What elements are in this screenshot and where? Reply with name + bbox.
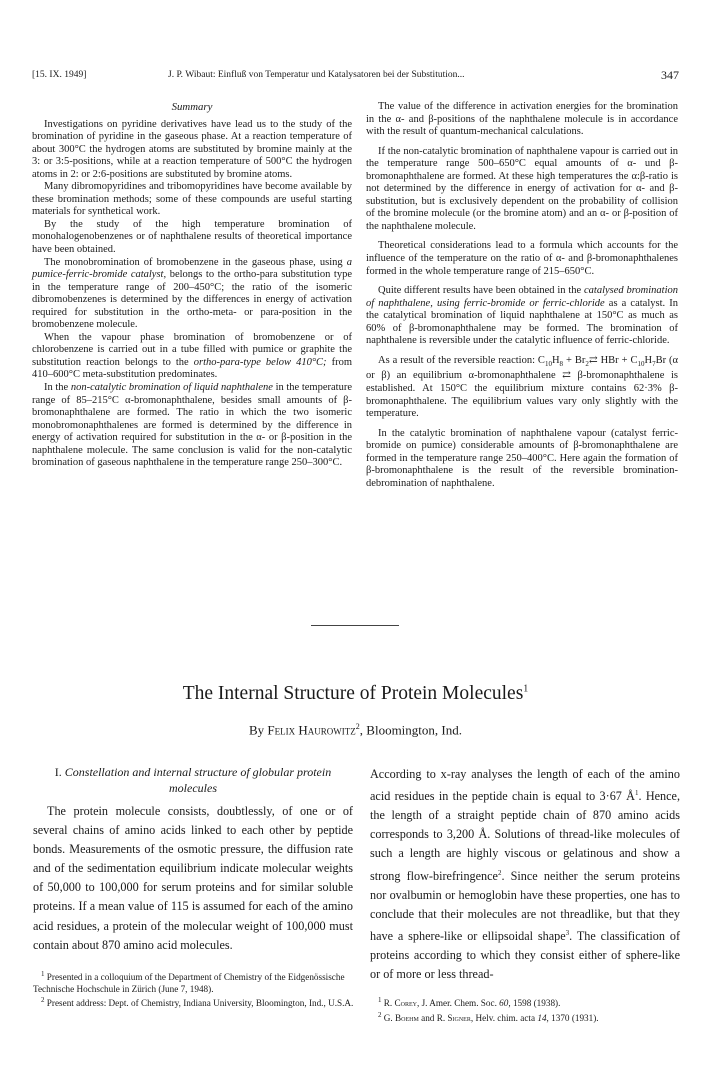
page-number: 347 bbox=[661, 68, 679, 82]
summary-paragraph: Theoretical considerations lead to a formula which accounts for the influence of the temperature on the ratio of α- and β-bromonaphthalenes formed in the whole temperature range of 215–650°C. bbox=[366, 240, 678, 277]
article-left-column bbox=[33, 764, 353, 955]
summary-paragraph: In the non-catalytic bromination of liquid naphthalene in the temperature range of 85–215°C α-bromonaphthalene, besides small amounts of β-bromonaphthalene are formed. The ratio in which the two isomeric monobromonaphthalenes are formed is determined by the difference in energy of activation required for substitution in the α- or β-position in the naphthalene molecule. The same conclusion is valid for the non-catalytic bromination of gaseous naphthalene in the temperature range 250–300°C. bbox=[32, 382, 352, 469]
summary-paragraph: The monobromination of bromobenzene in the gaseous phase, using a pumice-ferric-bromide catalyst, belongs to the ortho-para substitution type in the temperature range of 200–450°C; the ratio of the isomeric dibromobenzenes is determined by the differences in energy of activation required for substitution in the ortho-meta- or para-position in the bromobenzene molecule. bbox=[32, 256, 352, 331]
summary-paragraph: When the vapour phase bromination of bromobenzene or of chlorobenzene is carried out in a tube filled with pumice or graphite the substitution reaction belongs to the ortho-para-type below 410°C; from 410–600°C meta-substitution predominates. bbox=[32, 331, 353, 381]
summary-paragraph: If the non-catalytic bromination of naphthalene vapour is carried out in the temperature range 500–650°C equal amounts of α- und β-bromonaphthalene are formed. At these high temperatures the α:β-ratio is not determined by the difference in energy of activation for α- and β-substitution, but is exclusively dependent on the probability of collision of the bromine molecule (or the bromine atom) and an α- or β-position of the naphthalene molecule. bbox=[366, 145, 678, 232]
summary-right-column bbox=[366, 101, 678, 490]
body-paragraph: The protein molecule consists, doubtlessly, of one or of several chains of amino acids linked to each other by peptide bonds. Measurements of the osmotic pressure, the diffusion rate and of the sedimentation equilibrium indicate molecular weights of 50,000 to 100,000 for serum proteins and for similar soluble proteins. If a mean value of 115 is assumed for each of the amino acid residues, a protein of the molecular weight of 100,000 must contain about 870 amino acid molecules. bbox=[33, 804, 353, 952]
footnote: $^1$ Presented in a colloquium of the Department of Chemistry of the Eidgenössische Technische Hochschule in Zürich (June 7, 1948). bbox=[33, 970, 345, 994]
footnotes-left bbox=[33, 969, 355, 1010]
footnote: $^1$ R. Corey, J. Amer. Chem. Soc. 60, 1598 (1938). bbox=[378, 996, 561, 1009]
summary-paragraph: Many dibromopyridines and tribomopyridines have become available by these bromination methods; some of these compounds are useful starting materials for synthetical work. bbox=[32, 181, 352, 218]
summary-paragraph-equation: As a result of the reversible reaction: $C_{10}H_8$ + $Br_2⇄$ HBr + $C_{10}H_7Br$ (α or β) an equilibrium α-bromonaphthalene ⇄ β-bromonaphthalene is established. At 150°C the equilibrium mixture contains 62·3% β-bromonaphthalene. The equilibrium values vary only slightly with the temperature. bbox=[366, 354, 679, 420]
footnote: $^2$ G. Boehm and R. Signer, Helv. chim. acta 14, 1370 (1931). bbox=[378, 1010, 599, 1023]
author-name: Felix Haurowitz bbox=[267, 722, 356, 738]
section-divider bbox=[311, 625, 399, 626]
summary-paragraph: The value of the difference in activation energies for the bromination in the α- and β-positions of the naphthalene molecule is in accordance with the result of quantum-mechanical calculations. bbox=[366, 101, 678, 138]
footnote: $^2$ Present address: Dept. of Chemistry, Indiana University, Bloomington, Ind., U.S.A. bbox=[41, 996, 354, 1009]
article-right-column bbox=[370, 765, 680, 984]
summary-paragraph: In the catalytic bromination of naphthalene vapour (catalyst ferric-bromide on pumice) considerable amounts of β-bromonaphthalene are formed in the temperature range 250–400°C. Here again the formation of β-bromonaphthalene is the result of the reversible bromination-debromination of naphthalene. bbox=[366, 427, 678, 489]
issue-date: [15. IX. 1949] bbox=[32, 70, 87, 80]
summary-paragraph: By the study of the high temperature bromination of monohalogenobenzenes or of naphthalene results of theoretical importance have been obtained. bbox=[32, 218, 352, 256]
section-heading: I. Constellation and internal structure of globular protein molecules bbox=[54, 765, 332, 795]
summary-paragraph: Quite different results have been obtained in the catalysed bromination of naphthalene, using ferric-bromide or ferric-chloride as a catalyst. In the catalytical bromination of liquid naphthalene at 150°C as much as 60% of β-bromonaphthalene may be formed. The bromination of naphthalene is reversible under the catalytic influence of ferric-chloride. bbox=[366, 285, 678, 347]
summary-left-column bbox=[32, 101, 352, 470]
summary-heading: Summary bbox=[171, 101, 213, 113]
summary-paragraph: Investigations on pyridine derivatives have lead us to the study of the bromination of pyridine in the gaseous phase. At a reaction temperature of about 300°C the hydrogen atoms are substituted by bromine mainly at the 3: or 3:5-positions, while at a reaction temperature of 500°C the hydrogen atoms in 2: or 2:6-positions are substituted by bromine atoms. bbox=[32, 118, 352, 180]
body-paragraph: According to x-ray analyses the length of each of the amino acid residues in the peptide chain is equal to 3·67 $Å^1$. Hence, the length of a straight peptide chain of 870 amino acids corresponds to 3,200 Å. Solutions of thread-like molecules of such a length are highly viscous or gelatinous and show a strong flow-birefringence$^2$. Since neither the serum proteins nor ovalbumin or hemoglobin have these properties, one has to conclude that their molecules are not threadlike, but that they have a sphere-like or ellipsoidal shape$^3$. The classification of proteins according to which they consist either of sphere-like or of more or less thread- bbox=[370, 767, 681, 982]
article-title: The Internal Structure of Protein Molecules$^1$ bbox=[182, 683, 529, 704]
running-title: J. P. Wibaut: Einfluß von Temperatur und Katalysatoren bei der Substitution... bbox=[168, 70, 465, 80]
running-header bbox=[32, 70, 679, 84]
footnotes-right bbox=[370, 995, 680, 1024]
article-byline: By Felix Haurowitz$^2$, Bloomington, Ind. bbox=[249, 722, 462, 738]
